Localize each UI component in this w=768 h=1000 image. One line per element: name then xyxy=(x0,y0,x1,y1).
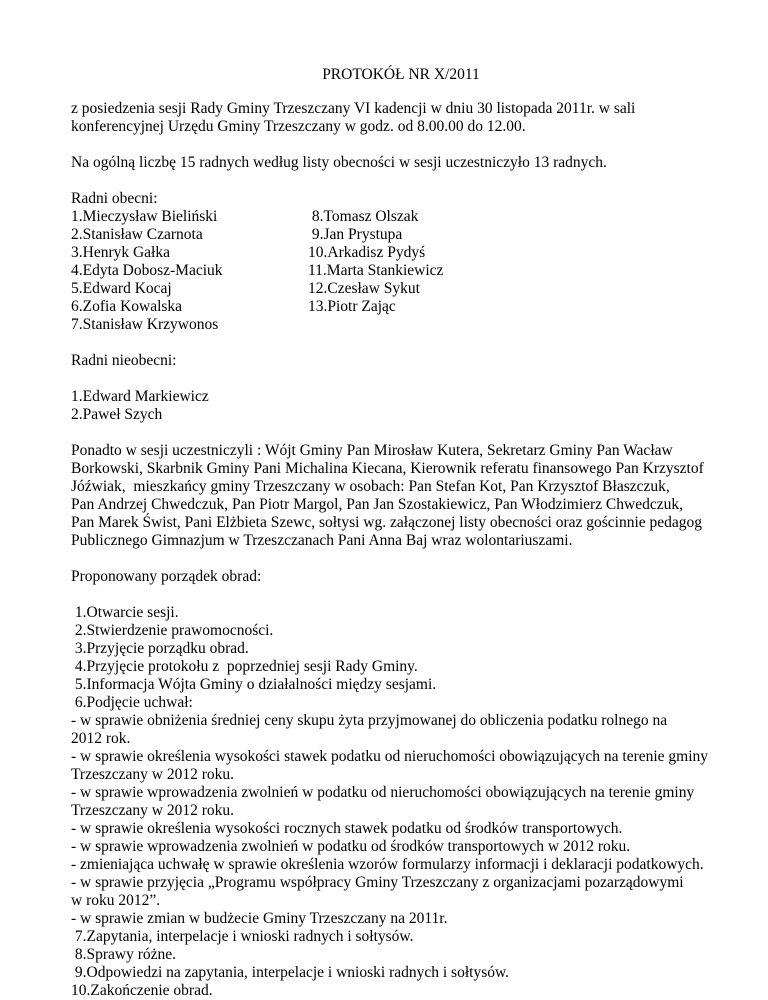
present-item: 2.Stanisław Czarnota xyxy=(71,226,203,243)
attendance-paragraph: Na ogólną liczbę 15 radnych według listy obecności w sesji uczestniczyło 13 radnych. xyxy=(71,154,607,171)
present-item: 9.Jan Prystupa xyxy=(308,226,403,243)
participants-line: Ponadto w sesji uczestniczyli : Wójt Gminy Pan Mirosław Kutera, Sekretarz Gminy Pan Wacław xyxy=(71,442,673,459)
agenda-item: 4.Przyjęcie protokołu z poprzedniej sesji Rady Gminy. xyxy=(71,658,418,675)
present-item: 10.Arkadisz Pydyś xyxy=(308,244,426,261)
present-item: 6.Zofia Kowalska xyxy=(71,298,183,315)
agenda-item: w roku 2012”. xyxy=(71,892,161,909)
agenda-item: Trzeszczany w 2012 roku. xyxy=(71,802,234,819)
present-item: 7.Stanisław Krzywonos xyxy=(71,316,219,333)
participants-line: Jóźwiak, mieszkańcy gminy Trzeszczany w osobach: Pan Stefan Kot, Pan Krzysztof Błaszczuk, xyxy=(71,478,670,495)
present-heading: Radni obecni: xyxy=(71,190,158,207)
present-item: 11.Marta Stankiewicz xyxy=(308,262,444,279)
agenda-item: 8.Sprawy różne. xyxy=(71,946,177,963)
agenda-item: - w sprawie przyjęcia „Programu współpracy Gminy Trzeszczany z organizacjami pozarządowymi xyxy=(71,874,684,891)
intro-line: konferencyjnej Urzędu Gminy Trzeszczany w godz. od 8.00.00 do 12.00. xyxy=(71,118,526,135)
agenda-item: 7.Zapytania, interpelacje i wnioski radnych i sołtysów. xyxy=(71,928,414,945)
intro-paragraph xyxy=(71,100,731,136)
participants-line: Publicznego Gimnazjum w Trzeszczanach Pani Anna Baj wraz wolontariuszami. xyxy=(71,532,573,549)
absent-item: 1.Edward Markiewicz xyxy=(71,388,209,405)
present-item: 5.Edward Kocaj xyxy=(71,280,172,297)
present-item: 12.Czesław Sykut xyxy=(308,280,420,297)
absent-item: 2.Paweł Szych xyxy=(71,406,163,423)
present-item: 3.Henryk Gałka xyxy=(71,244,170,261)
absent-section xyxy=(71,352,731,424)
agenda-item: 6.Podjęcie uchwał: xyxy=(71,694,193,711)
agenda-item: - w sprawie określenia wysokości rocznych stawek podatku od środków transportowych. xyxy=(71,820,623,837)
present-item: 8.Tomasz Olszak xyxy=(308,208,419,225)
agenda-item: 10.Zakończenie obrad. xyxy=(71,982,213,999)
agenda-item: - w sprawie zmian w budżecie Gminy Trzeszczany na 2011r. xyxy=(71,910,448,927)
document-page xyxy=(71,66,731,1000)
participants-line: Pan Andrzej Chwedczuk, Pan Piotr Margol, Pan Jan Szostakiewicz, Pan Włodzimierz Chwedczuk, xyxy=(71,496,683,513)
present-item: 13.Piotr Zając xyxy=(308,298,396,315)
participants-paragraph xyxy=(71,442,731,550)
agenda-item: 2012 rok. xyxy=(71,730,131,747)
absent-heading: Radni nieobecni: xyxy=(71,352,177,369)
agenda-item: - w sprawie obniżenia średniej ceny skupu żyta przyjmowanej do obliczenia podatku rolnego na xyxy=(71,712,668,729)
intro-line: z posiedzenia sesji Rady Gminy Trzeszczany VI kadencji w dniu 30 listopada 2011r. w sali xyxy=(71,100,636,117)
agenda-item: 9.Odpowiedzi na zapytania, interpelacje i wnioski radnych i sołtysów. xyxy=(71,964,510,981)
agenda-item: 1.Otwarcie sesji. xyxy=(71,604,179,621)
agenda-item: 2.Stwierdzenie prawomocności. xyxy=(71,622,274,639)
participants-line: Pan Marek Świst, Pani Elżbieta Szewc, sołtysi wg. załączonej listy obecności oraz gościnnie pedagog xyxy=(71,514,703,531)
document-title: PROTOKÓŁ NR X/2011 xyxy=(322,66,480,83)
present-section xyxy=(71,190,731,334)
agenda-section xyxy=(71,568,731,1000)
agenda-item: Trzeszczany w 2012 roku. xyxy=(71,766,234,783)
agenda-item: - w sprawie wprowadzenia zwolnień w podatku od środków transportowych w 2012 roku. xyxy=(71,838,631,855)
agenda-item: - w sprawie wprowadzenia zwolnień w podatku od nieruchomości obowiązujących na terenie gminy xyxy=(71,784,695,801)
present-item: 1.Mieczysław Bieliński xyxy=(71,208,218,225)
agenda-item: 5.Informacja Wójta Gminy o działalności między sesjami. xyxy=(71,676,437,693)
agenda-item: 3.Przyjęcie porządku obrad. xyxy=(71,640,249,657)
agenda-heading: Proponowany porządek obrad: xyxy=(71,568,262,585)
present-list-left xyxy=(71,208,308,334)
participants-line: Borkowski, Skarbnik Gminy Pani Michalina Kiecana, Kierownik referatu finansowego Pan Krzysztof xyxy=(71,460,704,477)
agenda-item: - w sprawie określenia wysokości stawek podatku od nieruchomości obowiązujących na terenie gminy xyxy=(71,748,709,765)
agenda-item: - zmieniająca uchwałę w sprawie określenia wzorów formularzy informacji i deklaracji podatkowych. xyxy=(71,856,704,873)
present-list-right xyxy=(308,208,608,334)
present-item: 4.Edyta Dobosz-Maciuk xyxy=(71,262,223,279)
